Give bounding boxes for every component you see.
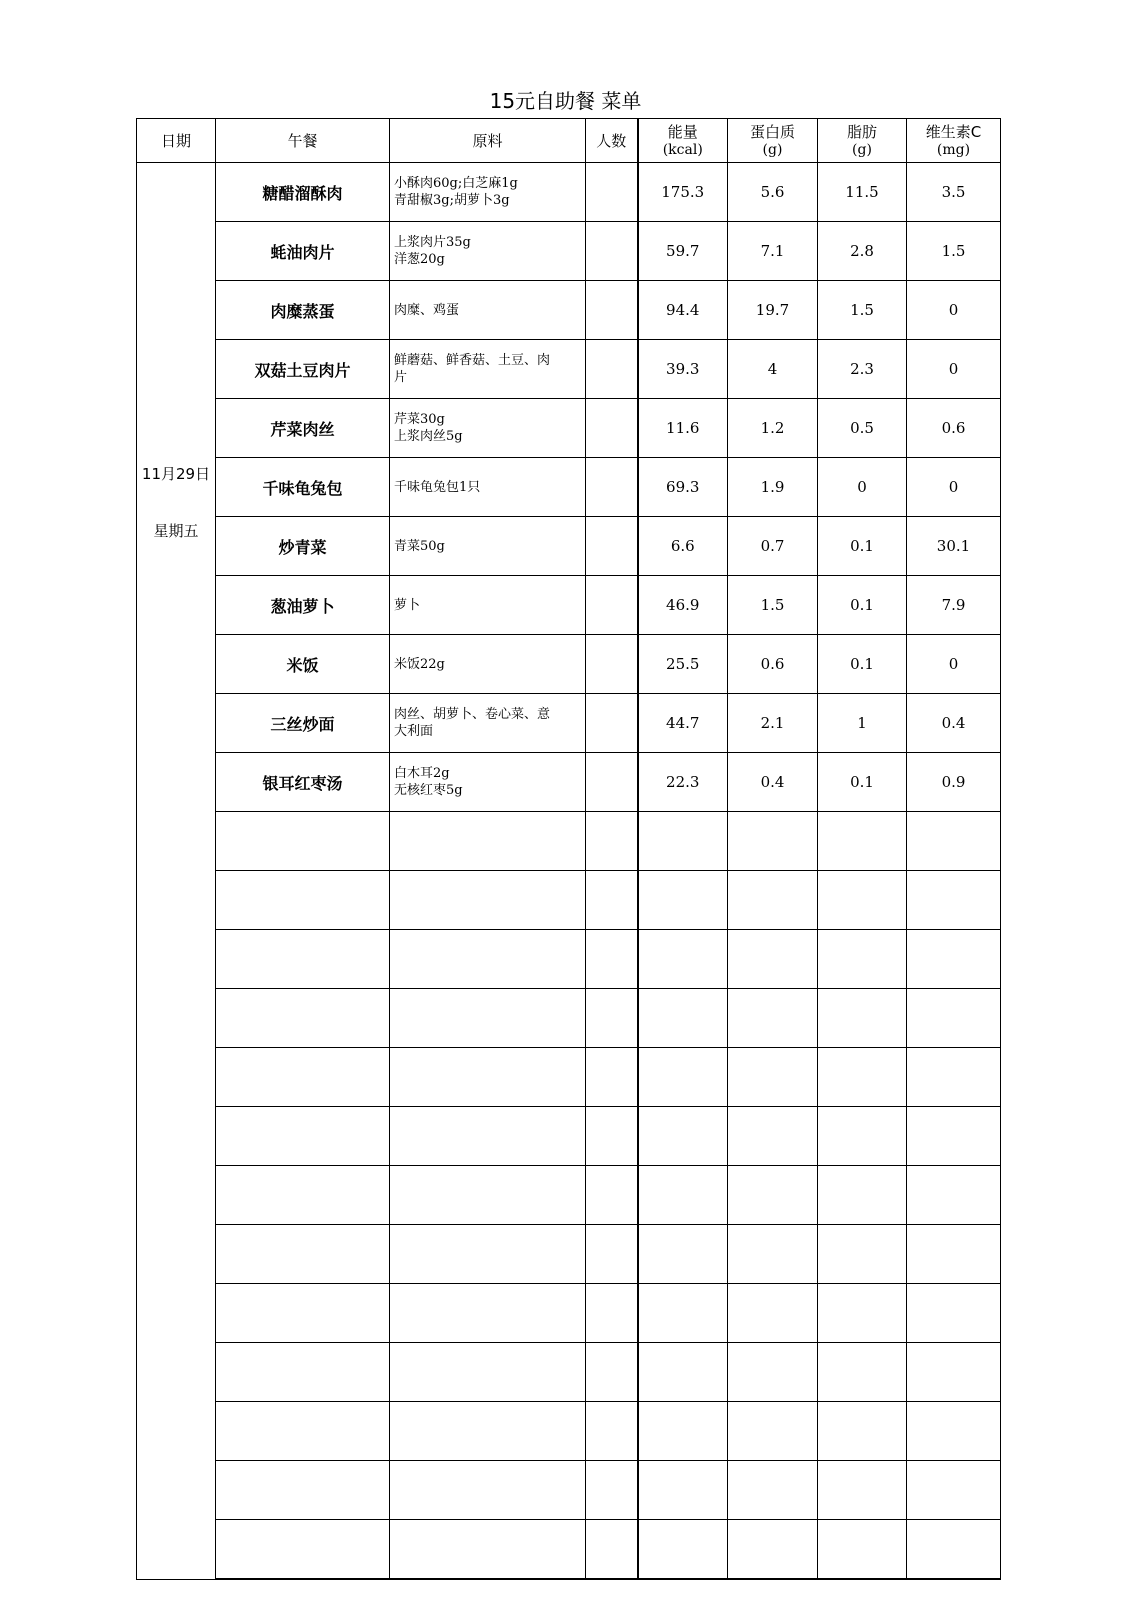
ingredient-line: 萝卜	[394, 597, 421, 613]
empty-cell	[586, 1343, 638, 1402]
ingredient-line: 白木耳2g	[394, 766, 450, 781]
empty-cell	[390, 1520, 586, 1580]
empty-cell	[907, 1520, 1001, 1580]
dish-name: 糖醋溜酥肉	[216, 163, 390, 222]
empty-row	[137, 930, 1001, 989]
dish-name: 葱油萝卜	[216, 576, 390, 635]
empty-cell	[216, 1402, 390, 1461]
header-energy-label: 能量	[667, 122, 698, 141]
empty-cell	[818, 1048, 907, 1107]
protein-cell: 0.7	[728, 517, 818, 576]
people-cell	[586, 635, 638, 694]
ingredient-line: 大利面	[394, 724, 434, 739]
empty-row	[137, 1343, 1001, 1402]
empty-cell	[907, 1402, 1001, 1461]
menu-row	[137, 635, 1001, 694]
dish-name: 三丝炒面	[216, 694, 390, 753]
protein-cell: 7.1	[728, 222, 818, 281]
empty-cell	[390, 930, 586, 989]
protein-cell: 1.9	[728, 458, 818, 517]
empty-cell	[728, 1402, 818, 1461]
empty-row	[137, 812, 1001, 871]
empty-cell	[638, 1166, 728, 1225]
ingredient-line: 洋葱20g	[394, 252, 445, 267]
empty-cell	[390, 1343, 586, 1402]
protein-cell: 2.1	[728, 694, 818, 753]
empty-row	[137, 1107, 1001, 1166]
empty-cell	[586, 930, 638, 989]
vitc-cell: 0	[907, 281, 1001, 340]
header-row	[137, 119, 1001, 163]
empty-cell	[638, 1284, 728, 1343]
empty-cell	[390, 1166, 586, 1225]
ingredient-line: 上浆肉片35g	[394, 235, 471, 250]
empty-cell	[216, 1107, 390, 1166]
empty-cell	[586, 1107, 638, 1166]
empty-cell	[728, 989, 818, 1048]
empty-row	[137, 1402, 1001, 1461]
empty-cell	[586, 1166, 638, 1225]
empty-cell	[390, 989, 586, 1048]
empty-cell	[818, 1284, 907, 1343]
empty-cell	[818, 989, 907, 1048]
ingredient-line: 芹菜30g	[394, 412, 445, 427]
header-fat-unit: (g)	[852, 141, 872, 158]
protein-cell: 0.6	[728, 635, 818, 694]
people-cell	[586, 517, 638, 576]
people-cell	[586, 694, 638, 753]
header-vitc-unit: (mg)	[936, 141, 971, 158]
empty-cell	[818, 930, 907, 989]
ingredient-line: 青菜50g	[394, 538, 445, 554]
dish-ingredients	[390, 576, 586, 635]
empty-cell	[818, 1461, 907, 1520]
empty-cell	[390, 1107, 586, 1166]
empty-cell	[728, 1343, 818, 1402]
empty-cell	[638, 1107, 728, 1166]
people-cell	[586, 753, 638, 812]
empty-cell	[818, 1343, 907, 1402]
ingredient-line: 小酥肉60g;白芝麻1g	[394, 176, 518, 191]
ingredient-line: 青甜椒3g;胡萝卜3g	[394, 193, 510, 208]
empty-cell	[638, 1461, 728, 1520]
empty-cell	[728, 1461, 818, 1520]
empty-cell	[216, 1520, 390, 1580]
empty-cell	[728, 1048, 818, 1107]
empty-cell	[638, 1225, 728, 1284]
header-people: 人数	[586, 119, 638, 163]
date-weekday: 星期五	[153, 522, 199, 540]
fat-cell: 0.1	[818, 517, 907, 576]
empty-cell	[907, 1166, 1001, 1225]
empty-cell	[907, 1284, 1001, 1343]
ingredient-line: 鲜蘑菇、鲜香菇、土豆、肉	[394, 353, 551, 368]
dish-name: 蚝油肉片	[216, 222, 390, 281]
empty-cell	[728, 1520, 818, 1580]
empty-cell	[390, 1284, 586, 1343]
header-lunch: 午餐	[216, 119, 390, 163]
vitc-cell: 3.5	[907, 163, 1001, 222]
energy-cell: 46.9	[638, 576, 728, 635]
empty-cell	[216, 1343, 390, 1402]
dish-name: 千味龟兔包	[216, 458, 390, 517]
empty-cell	[586, 1461, 638, 1520]
header-fat-label: 脂肪	[846, 122, 877, 141]
empty-cell	[728, 812, 818, 871]
dish-name: 银耳红枣汤	[216, 753, 390, 812]
vitc-cell: 0	[907, 458, 1001, 517]
fat-cell: 11.5	[818, 163, 907, 222]
vitc-cell: 30.1	[907, 517, 1001, 576]
empty-cell	[586, 1402, 638, 1461]
dish-ingredients	[390, 222, 586, 281]
empty-cell	[390, 1225, 586, 1284]
vitc-cell: 0	[907, 635, 1001, 694]
people-cell	[586, 340, 638, 399]
menu-table	[136, 118, 1001, 1580]
empty-cell	[390, 1402, 586, 1461]
vitc-cell: 0.9	[907, 753, 1001, 812]
ingredient-line: 肉糜、鸡蛋	[394, 302, 460, 318]
ingredient-line: 米饭22g	[394, 656, 445, 672]
header-vitc-label: 维生素C	[925, 122, 982, 141]
dish-ingredients	[390, 163, 586, 222]
header-energy	[638, 119, 728, 163]
header-protein-unit: (g)	[762, 141, 783, 158]
empty-cell	[728, 930, 818, 989]
dish-name: 双菇土豆肉片	[216, 340, 390, 399]
people-cell	[586, 399, 638, 458]
header-protein	[728, 119, 818, 163]
empty-cell	[728, 1225, 818, 1284]
energy-cell: 39.3	[638, 340, 728, 399]
empty-cell	[728, 1284, 818, 1343]
dish-ingredients	[390, 635, 586, 694]
empty-cell	[390, 812, 586, 871]
dish-ingredients	[390, 340, 586, 399]
empty-cell	[818, 1225, 907, 1284]
menu-row	[137, 753, 1001, 812]
empty-cell	[818, 871, 907, 930]
menu-body	[137, 163, 1001, 1580]
date-cell	[137, 163, 216, 1580]
fat-cell: 0	[818, 458, 907, 517]
protein-cell: 1.5	[728, 576, 818, 635]
vitc-cell: 0.6	[907, 399, 1001, 458]
ingredient-line: 千味龟兔包1只	[394, 479, 481, 495]
empty-cell	[907, 989, 1001, 1048]
fat-cell: 0.1	[818, 576, 907, 635]
empty-row	[137, 1520, 1001, 1580]
people-cell	[586, 281, 638, 340]
empty-row	[137, 1048, 1001, 1107]
empty-row	[137, 1461, 1001, 1520]
empty-row	[137, 1225, 1001, 1284]
protein-cell: 1.2	[728, 399, 818, 458]
energy-cell: 175.3	[638, 163, 728, 222]
energy-cell: 44.7	[638, 694, 728, 753]
empty-cell	[818, 1520, 907, 1580]
energy-cell: 6.6	[638, 517, 728, 576]
ingredient-line: 无核红枣5g	[394, 783, 463, 798]
empty-cell	[818, 1402, 907, 1461]
energy-cell: 22.3	[638, 753, 728, 812]
empty-row	[137, 989, 1001, 1048]
empty-cell	[818, 812, 907, 871]
fat-cell: 0.1	[818, 635, 907, 694]
empty-cell	[907, 1461, 1001, 1520]
header-energy-unit: (kcal)	[662, 141, 703, 158]
empty-cell	[907, 930, 1001, 989]
empty-cell	[638, 1520, 728, 1580]
fat-cell: 2.8	[818, 222, 907, 281]
energy-cell: 69.3	[638, 458, 728, 517]
menu-row	[137, 576, 1001, 635]
empty-cell	[907, 1225, 1001, 1284]
empty-cell	[216, 930, 390, 989]
empty-cell	[638, 871, 728, 930]
empty-cell	[638, 812, 728, 871]
dish-ingredients	[390, 517, 586, 576]
empty-cell	[638, 989, 728, 1048]
empty-cell	[216, 1048, 390, 1107]
empty-cell	[586, 871, 638, 930]
header-date: 日期	[137, 119, 216, 163]
ingredient-line: 片	[394, 370, 408, 385]
empty-cell	[638, 930, 728, 989]
empty-cell	[390, 871, 586, 930]
header-ingredients: 原料	[390, 119, 586, 163]
empty-cell	[586, 1225, 638, 1284]
empty-row	[137, 871, 1001, 930]
people-cell	[586, 222, 638, 281]
empty-cell	[728, 1107, 818, 1166]
empty-cell	[907, 1048, 1001, 1107]
vitc-cell: 7.9	[907, 576, 1001, 635]
empty-cell	[907, 812, 1001, 871]
ingredient-line: 肉丝、胡萝卜、卷心菜、意	[394, 707, 551, 722]
menu-row	[137, 281, 1001, 340]
empty-row	[137, 1284, 1001, 1343]
empty-row	[137, 1166, 1001, 1225]
protein-cell: 5.6	[728, 163, 818, 222]
dish-name: 肉糜蒸蛋	[216, 281, 390, 340]
empty-cell	[586, 1048, 638, 1107]
protein-cell: 4	[728, 340, 818, 399]
empty-cell	[907, 1107, 1001, 1166]
protein-cell: 19.7	[728, 281, 818, 340]
protein-cell: 0.4	[728, 753, 818, 812]
energy-cell: 11.6	[638, 399, 728, 458]
empty-cell	[586, 812, 638, 871]
menu-row	[137, 399, 1001, 458]
ingredient-line: 上浆肉丝5g	[394, 429, 463, 444]
dish-ingredients	[390, 753, 586, 812]
energy-cell: 59.7	[638, 222, 728, 281]
people-cell	[586, 458, 638, 517]
fat-cell: 0.1	[818, 753, 907, 812]
fat-cell: 1.5	[818, 281, 907, 340]
empty-cell	[216, 1284, 390, 1343]
empty-cell	[216, 1461, 390, 1520]
dish-name: 米饭	[216, 635, 390, 694]
empty-cell	[390, 1048, 586, 1107]
empty-cell	[818, 1166, 907, 1225]
empty-cell	[216, 989, 390, 1048]
page-title: 15元自助餐 菜单	[489, 89, 642, 113]
dish-name: 炒青菜	[216, 517, 390, 576]
empty-cell	[586, 989, 638, 1048]
fat-cell: 2.3	[818, 340, 907, 399]
menu-row	[137, 694, 1001, 753]
header-fat	[818, 119, 907, 163]
fat-cell: 0.5	[818, 399, 907, 458]
menu-row	[137, 222, 1001, 281]
vitc-cell: 0.4	[907, 694, 1001, 753]
empty-cell	[818, 1107, 907, 1166]
dish-ingredients	[390, 458, 586, 517]
empty-cell	[390, 1461, 586, 1520]
menu-row	[137, 517, 1001, 576]
dish-ingredients	[390, 694, 586, 753]
empty-cell	[907, 871, 1001, 930]
fat-cell: 1	[818, 694, 907, 753]
empty-cell	[216, 1225, 390, 1284]
empty-cell	[638, 1048, 728, 1107]
vitc-cell: 1.5	[907, 222, 1001, 281]
dish-ingredients	[390, 281, 586, 340]
empty-cell	[728, 1166, 818, 1225]
vitc-cell: 0	[907, 340, 1001, 399]
people-cell	[586, 163, 638, 222]
empty-cell	[586, 1520, 638, 1580]
menu-row	[137, 340, 1001, 399]
header-vitc	[907, 119, 1001, 163]
empty-cell	[638, 1343, 728, 1402]
header-protein-label: 蛋白质	[749, 122, 795, 141]
menu-row	[137, 458, 1001, 517]
dish-ingredients	[390, 399, 586, 458]
people-cell	[586, 576, 638, 635]
date-day: 11月29日	[141, 465, 211, 483]
empty-cell	[728, 871, 818, 930]
menu-row	[137, 163, 1001, 222]
empty-cell	[216, 812, 390, 871]
empty-cell	[586, 1284, 638, 1343]
dish-name: 芹菜肉丝	[216, 399, 390, 458]
energy-cell: 94.4	[638, 281, 728, 340]
empty-cell	[216, 871, 390, 930]
empty-cell	[907, 1343, 1001, 1402]
energy-cell: 25.5	[638, 635, 728, 694]
empty-cell	[638, 1402, 728, 1461]
empty-cell	[216, 1166, 390, 1225]
